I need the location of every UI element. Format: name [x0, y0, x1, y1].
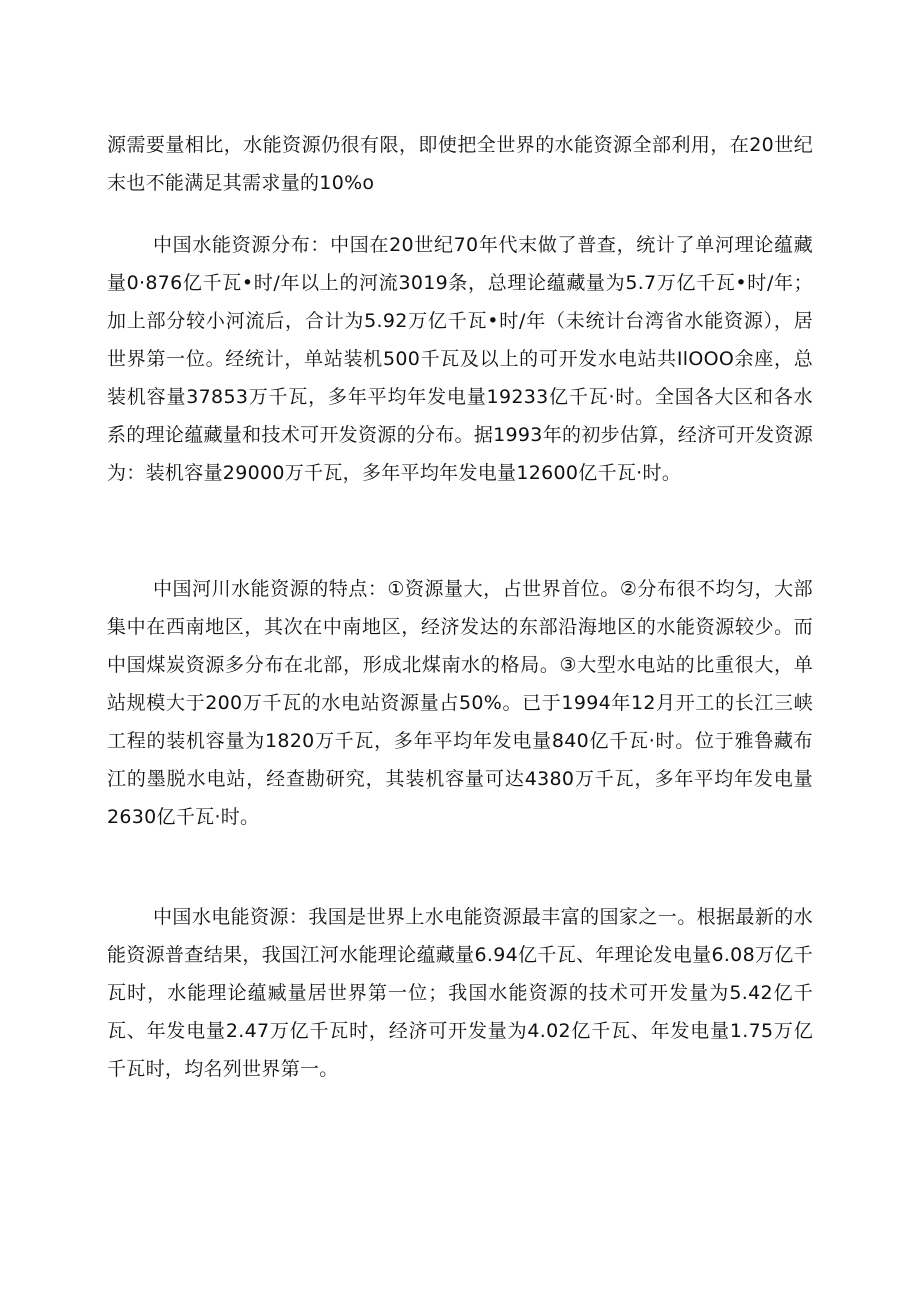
paragraph-river-hydropower-features: 中国河川水能资源的特点：①资源量大，占世界首位。②分布很不均匀，大部集中在西南地区，其次在中南地区，经济发达的东部沿海地区的水能资源较少。而中国煤炭资源多分布在北部，形成北煤南水的格局。③大型水电站的比重很大，单站规模大于200万千瓦的水电站资源量占50%。已于1994年12月开工的长江三峡工程的装机容量为1820万千瓦，多年平均年发电量840亿千瓦·时。位于雅鲁藏布江的墨脱水电站，经查勘研究，其装机容量可达4380万千瓦，多年平均年发电量2630亿千瓦·时。	[107, 578, 813, 828]
paragraph-continuation: 源需要量相比，水能资源仍很有限，即使把全世界的水能资源全部利用，在20世纪末也不能满足其需求量的10%o	[107, 134, 813, 194]
paragraph-hydropower-distribution: 中国水能资源分布：中国在20世纪70年代末做了普查，统计了单河理论蕴藏量0·876亿千瓦•时/年以上的河流3019条，总理论蕴藏量为5.7万亿千瓦•时/年；加上部分较小河流后，合计为5.92万亿千瓦•时/年（未统计台湾省水能资源），居世界第一位。经统计，单站装机500千瓦及以上的可开发水电站共IlOOO余座，总装机容量37853万千瓦，多年平均年发电量19233亿千瓦·时。全国各大区和各水系的理论蕴藏量和技术可开发资源的分布。据1993年的初步估算，经济可开发资源为：装机容量29000万千瓦，多年平均年发电量12600亿千瓦·时。	[107, 234, 813, 484]
paragraph-china-hydroelectric-resources: 中国水电能资源：我国是世界上水电能资源最丰富的国家之一。根据最新的水能资源普查结果，我国江河水能理论蕴藏量6.94亿千瓦、年理论发电量6.08万亿千瓦时，水能理论蕴臧量居世界第一位；我国水能资源的技术可开发量为5.42亿千瓦、年发电量2.47万亿千瓦时，经济可开发量为4.02亿千瓦、年发电量1.75万亿千瓦时，均名列世界第一。	[107, 906, 813, 1080]
